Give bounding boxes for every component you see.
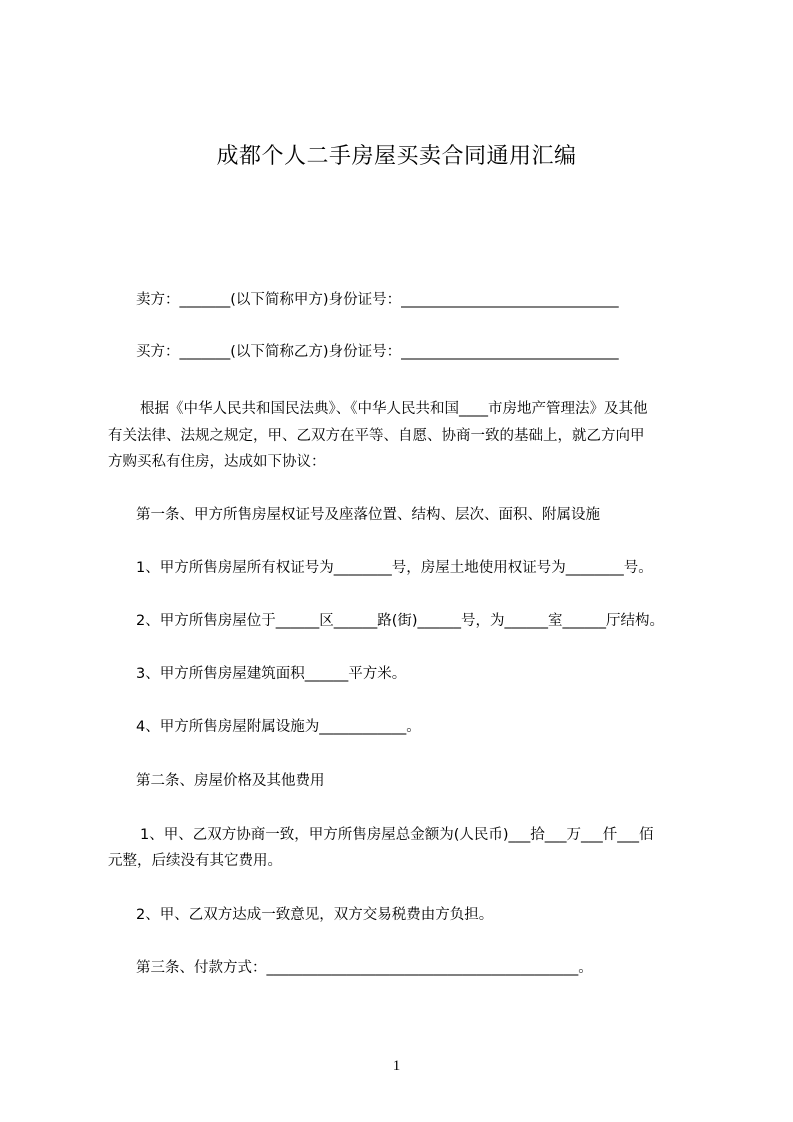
page-number: 1 xyxy=(392,1058,401,1074)
preamble-line-1: 根据《中华人民共和国民法典》、《中华人民共和国____市房地产管理法》及其他 xyxy=(140,401,648,417)
article-3-heading: 第三条、付款方式：___________________________________________。 xyxy=(136,960,593,976)
clause-1-4: 4、甲方所售房屋附属设施为____________。 xyxy=(136,719,421,735)
article-2-heading: 第二条、房屋价格及其他费用 xyxy=(136,773,325,789)
preamble-line-2: 有关法律、法规之规定，甲、乙双方在平等、自愿、协商一致的基础上，就乙方向甲 xyxy=(108,428,645,444)
document-title: 成都个人二手房屋买卖合同通用汇编 xyxy=(216,144,577,169)
clause-2-1-line-2: 元整，后续没有其它费用。 xyxy=(108,853,282,869)
clause-1-3: 3、甲方所售房屋建筑面积______平方米。 xyxy=(136,666,407,682)
preamble-line-3: 方购买私有住房，达成如下协议： xyxy=(108,454,326,470)
clause-1-2: 2、甲方所售房屋位于______区______路(街)______号，为______室______厅结构。 xyxy=(136,613,665,629)
clause-2-2: 2、甲、乙双方达成一致意见，双方交易税费由方负担。 xyxy=(136,907,494,923)
seller-line: 卖方：_______(以下简称甲方)身份证号：______________________________ xyxy=(136,292,619,308)
buyer-line: 买方：_______(以下简称乙方)身份证号：______________________________ xyxy=(136,344,619,360)
clause-1-1: 1、甲方所售房屋所有权证号为________号，房屋土地使用权证号为________号。 xyxy=(136,560,653,576)
article-1-heading: 第一条、甲方所售房屋权证号及座落位置、结构、层次、面积、附属设施 xyxy=(136,507,600,523)
clause-2-1-line-1: 1、甲、乙双方协商一致，甲方所售房屋总金额为(人民币)___拾___万___仟___佰 xyxy=(140,827,654,843)
